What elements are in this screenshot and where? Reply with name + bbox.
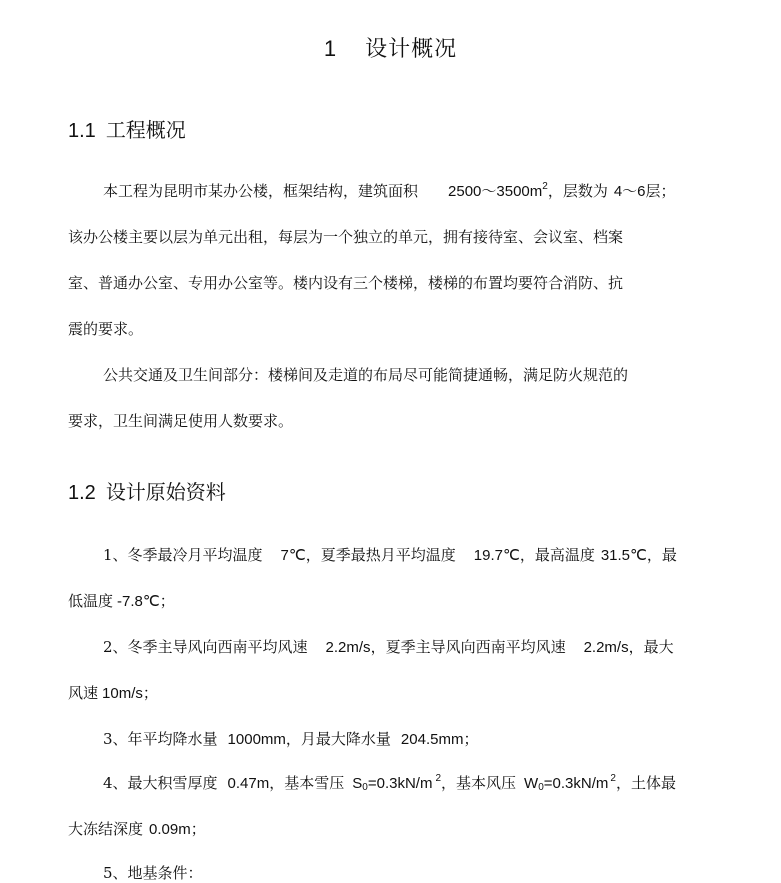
section-title: 设计原始资料 bbox=[105, 480, 226, 504]
text: ，基本雪压 bbox=[269, 774, 345, 792]
list-item-continued bbox=[68, 682, 158, 703]
text: 低温度 bbox=[68, 592, 114, 610]
text: ，层数为 bbox=[547, 182, 608, 200]
text: ，基本风压 bbox=[441, 774, 517, 792]
chapter-title bbox=[0, 32, 781, 63]
text: ，月最大降水量 bbox=[285, 730, 391, 748]
text: 大冻结深度 bbox=[68, 820, 144, 838]
paragraph-line: 室、普通办公室、专用办公室等。楼内设有三个楼梯，楼梯的布置均要符合消防、抗 bbox=[68, 274, 624, 292]
value: =0.3kN/m bbox=[543, 775, 609, 792]
value: 0.47m bbox=[227, 775, 270, 792]
text: ，最 bbox=[646, 546, 677, 564]
symbol: S bbox=[352, 775, 363, 792]
text: ； bbox=[142, 684, 158, 702]
text: 4、最大积雪厚度 bbox=[103, 774, 218, 792]
value: =0.3kN/m bbox=[367, 775, 433, 792]
value: 1000mm bbox=[227, 731, 286, 748]
chapter-number: 1 bbox=[323, 36, 338, 61]
value: 2.2m/s bbox=[325, 639, 371, 656]
value: 19.7℃ bbox=[473, 547, 520, 564]
value: -7.8℃ bbox=[117, 593, 160, 610]
text: ； bbox=[463, 730, 479, 748]
value: 2.2m/s bbox=[583, 639, 629, 656]
list-item bbox=[103, 544, 677, 565]
text: ，夏季主导风向西南平均风速 bbox=[370, 638, 566, 656]
list-item-continued bbox=[68, 818, 206, 839]
chapter-title-text: 设计概况 bbox=[365, 37, 458, 62]
symbol: W bbox=[524, 775, 539, 792]
paragraph-line: 要求，卫生间满足使用人数要求。 bbox=[68, 412, 294, 430]
list-item bbox=[103, 772, 676, 793]
section-number: 1.2 bbox=[68, 482, 96, 504]
text: ，夏季最热月平均温度 bbox=[305, 546, 456, 564]
text: ； bbox=[159, 592, 175, 610]
subscript: 0 bbox=[362, 782, 368, 793]
superscript: 2 bbox=[435, 773, 442, 784]
list-item: 5、地基条件： bbox=[103, 864, 203, 882]
list-item bbox=[103, 636, 674, 657]
text: 1、冬季最冷月平均温度 bbox=[103, 546, 263, 564]
value: 10m/s bbox=[102, 685, 143, 702]
text: ，最高温度 bbox=[519, 546, 595, 564]
superscript: 2 bbox=[610, 773, 616, 784]
value: 7℃ bbox=[280, 547, 306, 564]
text: 2、冬季主导风向西南平均风速 bbox=[103, 638, 308, 656]
text: 3、年平均降水量 bbox=[103, 730, 218, 748]
value: 0.09m bbox=[149, 821, 191, 838]
paragraph-line: 震的要求。 bbox=[68, 320, 144, 338]
list-item bbox=[103, 728, 478, 749]
text: ； bbox=[190, 820, 206, 838]
value: 204.5mm bbox=[400, 731, 464, 748]
section-number: 1.1 bbox=[68, 120, 96, 142]
text: 风速 bbox=[68, 684, 99, 702]
subscript: 0 bbox=[538, 782, 544, 793]
paragraph-line: 公共交通及卫生间部分：楼梯间及走道的布局尽可能简捷通畅，满足防火规范的 bbox=[103, 366, 629, 384]
section-title: 工程概况 bbox=[105, 118, 186, 142]
paragraph-line: 该办公楼主要以层为单元出租，每层为一个独立的单元，拥有接待室、会议室、档案 bbox=[68, 228, 624, 246]
floors-value: 4～6层； bbox=[613, 183, 676, 200]
text: 本工程为昆明市某办公楼，框架结构，建筑面积 bbox=[103, 182, 419, 200]
superscript: 2 bbox=[542, 181, 548, 192]
list-item-continued bbox=[68, 590, 175, 611]
section-heading-2 bbox=[68, 476, 226, 505]
text: ，最大 bbox=[628, 638, 674, 656]
paragraph-line bbox=[103, 180, 676, 201]
section-heading-1 bbox=[68, 114, 186, 143]
area-value: 2500～3500m bbox=[448, 183, 543, 200]
text: ，土体最 bbox=[615, 774, 676, 792]
value: 31.5℃ bbox=[600, 547, 647, 564]
